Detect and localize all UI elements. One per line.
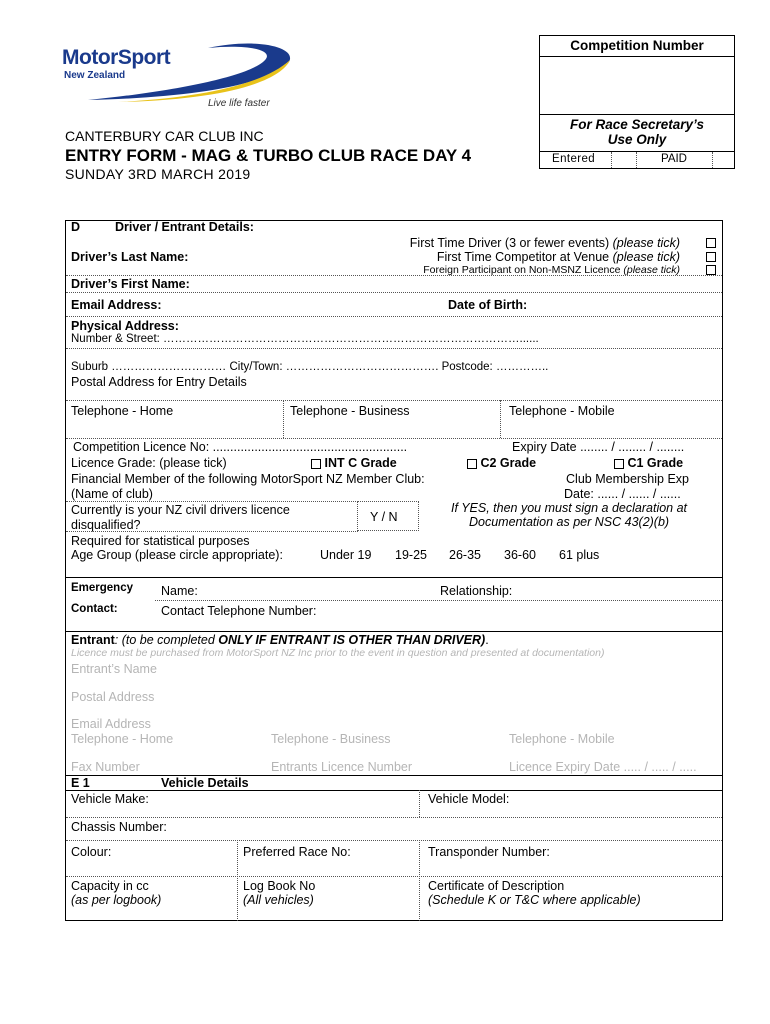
age-26-35[interactable]: 26-35 xyxy=(449,548,481,562)
age-19-25[interactable]: 19-25 xyxy=(395,548,427,562)
colour-label: Colour: xyxy=(71,845,112,859)
transponder-number-label: Transponder Number: xyxy=(428,845,550,859)
telephone-mobile-label: Telephone - Mobile xyxy=(509,404,615,418)
grade-c2-checkbox[interactable] xyxy=(467,459,477,469)
suburb-city-postcode-line[interactable]: Suburb ………………………… City/Town: …………………………………. Postcode: ………….. xyxy=(71,361,549,373)
driver-section-heading: Driver / Entrant Details: xyxy=(115,220,254,234)
licence-number-line[interactable]: Competition Licence No: ........................................................ xyxy=(73,440,408,454)
secretary-use-line2: Use Only xyxy=(607,132,667,147)
competition-number-box xyxy=(539,35,735,169)
email-label: Email Address: xyxy=(71,298,162,312)
grade-int-c[interactable]: INT C Grade xyxy=(311,456,397,470)
licence-grade-label: Licence Grade: (please tick) xyxy=(71,456,227,470)
club-name-label: (Name of club) xyxy=(71,487,153,501)
declaration-note-1: If YES, then you must sign a declaration at xyxy=(451,501,688,515)
grade-c1[interactable]: C1 Grade xyxy=(614,456,683,470)
paid-label: PAID xyxy=(661,153,687,165)
logo-region: New Zealand xyxy=(64,70,126,81)
club-membership-date[interactable]: Date: ...... / ...... / ...... xyxy=(564,487,681,501)
declaration-note-2: Documentation as per NSC 43(2)(b) xyxy=(469,515,670,529)
age-61-plus[interactable]: 61 plus xyxy=(559,548,600,562)
disqualified-question-2: disqualified? xyxy=(71,518,141,532)
secretary-status-row xyxy=(540,151,734,168)
logo-brand: MotorSport xyxy=(62,46,171,69)
entrant-name-label: Entrant’s Name xyxy=(71,662,157,676)
first-time-competitor-checkbox[interactable] xyxy=(706,252,716,262)
age-group-label: Age Group (please circle appropriate): xyxy=(71,548,283,562)
competition-number-title: Competition Number xyxy=(540,36,734,57)
dob-label: Date of Birth: xyxy=(448,298,528,312)
form-title: ENTRY FORM - MAG & TURBO CLUB RACE DAY 4 xyxy=(65,146,472,165)
entrant-postal-label: Postal Address xyxy=(71,690,155,704)
vehicle-section-code: E 1 xyxy=(71,776,90,790)
certificate-note: (Schedule K or T&C where applicable) xyxy=(428,893,641,907)
entered-label: Entered xyxy=(552,153,596,165)
entrant-licence-number-label: Entrants Licence Number xyxy=(271,760,413,774)
club-name: CANTERBURY CAR CLUB INC xyxy=(65,128,264,144)
logo-tagline: Live life faster xyxy=(208,98,270,109)
emergency-label: Emergency xyxy=(71,582,134,594)
vehicle-section-heading: Vehicle Details xyxy=(161,776,249,790)
postal-address-label: Postal Address for Entry Details xyxy=(71,375,247,389)
telephone-home-label: Telephone - Home xyxy=(71,404,174,418)
age-under-19[interactable]: Under 19 xyxy=(320,548,372,562)
motorsport-logo xyxy=(58,40,298,112)
emergency-relationship-label: Relationship: xyxy=(440,584,513,598)
first-time-driver: First Time Driver (3 or fewer events) (please tick) xyxy=(409,236,680,250)
number-street-line[interactable]: Number & Street: …………………………………………………………………………………...... xyxy=(71,333,539,345)
vehicle-model-label: Vehicle Model: xyxy=(428,792,510,806)
telephone-business-label: Telephone - Business xyxy=(290,404,410,418)
age-36-60[interactable]: 36-60 xyxy=(504,548,536,562)
entrant-tel-business-label: Telephone - Business xyxy=(271,732,391,746)
contact-label: Contact: xyxy=(71,603,118,615)
entrant-licence-note: Licence must be purchased from MotorSport NZ Inc prior to the event in question and presented at documentation) xyxy=(71,647,605,659)
disqualified-question-1: Currently is your NZ civil drivers licence xyxy=(71,503,290,517)
driver-first-name-label: Driver’s First Name: xyxy=(71,277,190,291)
logbook-note: (All vehicles) xyxy=(243,893,314,907)
preferred-race-no-label: Preferred Race No: xyxy=(243,845,351,859)
physical-address-label: Physical Address: xyxy=(71,319,179,333)
licence-expiry-line[interactable]: Expiry Date ........ / ........ / ........ xyxy=(512,440,685,454)
first-time-driver-checkbox[interactable] xyxy=(706,238,716,248)
grade-int-c-checkbox[interactable] xyxy=(311,459,321,469)
entrant-licence-expiry-label: Licence Expiry Date ..... / ..... / ..... xyxy=(509,760,697,774)
grade-c2[interactable]: C2 Grade xyxy=(467,456,536,470)
foreign-participant-checkbox[interactable] xyxy=(706,265,716,275)
club-membership-exp: Club Membership Exp xyxy=(566,472,689,486)
capacity-note: (as per logbook) xyxy=(71,893,162,907)
grade-c1-checkbox[interactable] xyxy=(614,459,624,469)
entrant-email-label: Email Address xyxy=(71,717,151,731)
entrant-fax-label: Fax Number xyxy=(71,760,140,774)
first-time-competitor: First Time Competitor at Venue (please tick) xyxy=(436,250,680,264)
chassis-number-label: Chassis Number: xyxy=(71,820,167,834)
capacity-label: Capacity in cc xyxy=(71,879,149,893)
secretary-use-line1: For Race Secretary’s xyxy=(569,117,705,132)
logbook-label: Log Book No xyxy=(243,879,316,893)
event-date: SUNDAY 3RD MARCH 2019 xyxy=(65,166,251,182)
entrant-tel-mobile-label: Telephone - Mobile xyxy=(509,732,615,746)
entrant-tel-home-label: Telephone - Home xyxy=(71,732,174,746)
competition-number-field[interactable] xyxy=(540,57,734,115)
vehicle-make-label: Vehicle Make: xyxy=(71,792,149,806)
emergency-phone-label: Contact Telephone Number: xyxy=(161,604,317,618)
member-club-label: Financial Member of the following MotorSport NZ Member Club: xyxy=(71,472,425,486)
driver-last-name-label: Driver’s Last Name: xyxy=(71,250,189,264)
driver-section-code: D xyxy=(71,220,81,234)
emergency-name-label: Name: xyxy=(161,584,198,598)
entrant-heading: Entrant: (to be completed ONLY IF ENTRANT IS OTHER THAN DRIVER). xyxy=(71,633,489,647)
foreign-participant: Foreign Participant on Non-MSNZ Licence (please tick) xyxy=(423,264,680,276)
yes-no-options[interactable]: Y / N xyxy=(370,510,398,524)
certificate-label: Certificate of Description xyxy=(428,879,565,893)
statistical-purposes: Required for statistical purposes xyxy=(71,534,250,548)
